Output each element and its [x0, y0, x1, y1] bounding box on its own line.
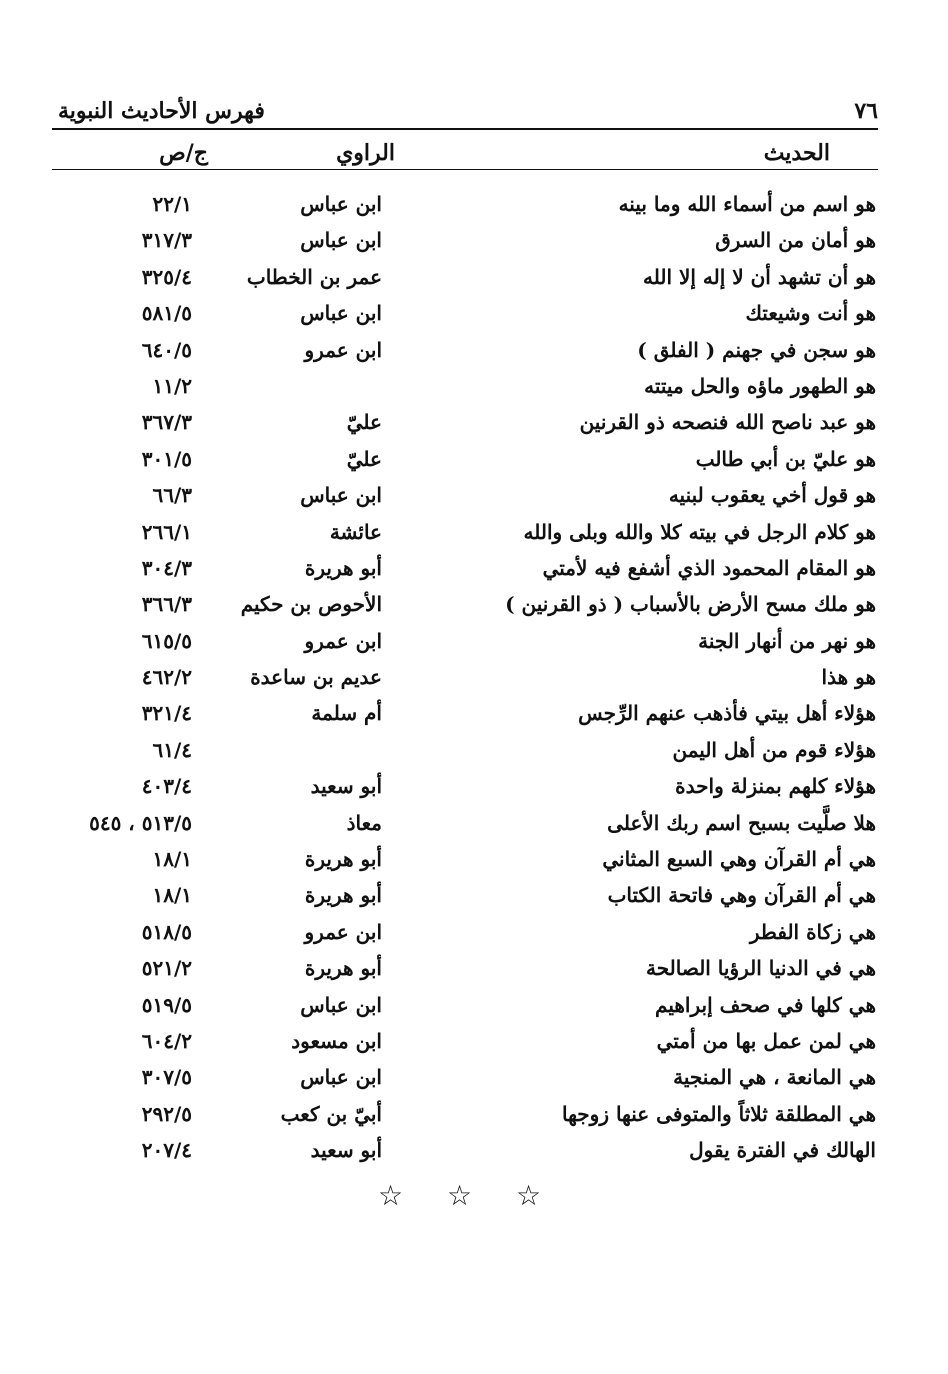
narrator-name: عليّ [346, 446, 382, 471]
table-row [0, 1061, 948, 1097]
hadith-text: هو عليّ بن أبي طالب [695, 446, 876, 471]
hadith-text: هلا صلَّيت بسبح اسم ربك الأعلى [607, 810, 876, 835]
hadith-text: هي المانعة ، هي المنجية [673, 1065, 876, 1090]
table-row [0, 770, 948, 806]
table-row [0, 224, 948, 260]
narrator-name: أم سلمة [311, 701, 382, 726]
volume-page-ref: ٦١/٤ [152, 737, 192, 762]
hadith-text: هي كلها في صحف إبراهيم [655, 992, 876, 1017]
narrator-name: ابن عباس [300, 992, 382, 1017]
narrator-name: ابن عباس [300, 301, 382, 326]
header-divider [52, 128, 878, 130]
narrator-name: عديم بن ساعدة [250, 665, 382, 690]
narrator-name: أبيّ بن كعب [280, 1101, 382, 1126]
volume-page-ref: ٦٤٠/٥ [141, 337, 192, 362]
star-icon: ☆ [516, 1179, 542, 1212]
column-header-rawi: الراوي [336, 140, 395, 166]
hadith-text: هؤلاء كلهم بمنزلة واحدة [675, 774, 876, 799]
table-row [0, 952, 948, 988]
volume-page-ref: ٢٦٦/١ [141, 519, 192, 544]
column-header-divider [52, 169, 878, 170]
volume-page-ref: ٢٠٧/٤ [141, 1138, 192, 1163]
hadith-text: هي أم القرآن وهي فاتحة الكتاب [607, 883, 876, 908]
narrator-name: ابن عباس [300, 192, 382, 216]
volume-page-ref: ٣٠٤/٣ [141, 555, 192, 580]
volume-page-ref: ٣٠٧/٥ [141, 1065, 192, 1090]
table-row [0, 916, 948, 952]
table-row [0, 807, 948, 843]
narrator-name: أبو سعيد [310, 774, 382, 799]
volume-page-ref: ٦٦/٣ [152, 483, 192, 508]
narrator-name: ابن عمرو [304, 628, 382, 653]
hadith-text: هي لمن عمل بها من أمتي [656, 1028, 876, 1053]
volume-page-ref: ٤٠٣/٤ [141, 774, 192, 799]
narrator-name: أبو هريرة [304, 883, 382, 908]
table-row [0, 297, 948, 333]
running-title: فهرس الأحاديث النبوية [58, 98, 265, 124]
volume-page-ref: ١٨/١ [152, 883, 192, 908]
star-icon: ☆ [378, 1179, 404, 1212]
volume-page-ref: ٣١٧/٣ [141, 228, 192, 253]
narrator-name: ابن عباس [300, 483, 382, 508]
table-row [0, 443, 948, 479]
narrator-name: عمر بن الخطاب [246, 264, 382, 289]
volume-page-ref: ١١/٢ [152, 373, 192, 398]
hadith-text: هو أمان من السرق [715, 228, 876, 253]
hadith-text: هي في الدنيا الرؤيا الصالحة [646, 956, 876, 981]
hadith-index-list [0, 188, 948, 1171]
star-icon: ☆ [447, 1179, 473, 1212]
volume-page-ref: ١٨/١ [152, 847, 192, 872]
table-row [0, 370, 948, 406]
hadith-text: هو سجن في جهنم ( الفلق ) [637, 337, 876, 362]
narrator-name: عائشة [329, 519, 382, 544]
table-row [0, 261, 948, 297]
table-row [0, 588, 948, 624]
hadith-text: هي زكاة الفطر [749, 919, 876, 944]
narrator-name: الأحوص بن حكيم [240, 592, 382, 617]
running-head [58, 98, 878, 128]
table-row [0, 479, 948, 515]
hadith-text: هؤلاء أهل بيتي فأذهب عنهم الرِّجس [578, 701, 876, 726]
hadith-text: هي المطلقة ثلاثاً والمتوفى عنها زوجها [561, 1101, 876, 1126]
volume-page-ref: ٦٠٤/٢ [141, 1028, 192, 1053]
hadith-text: هو أنت وشيعتك [745, 301, 876, 326]
volume-page-ref: ٣٠١/٥ [141, 446, 192, 471]
hadith-text: هو عبد ناصح الله فنصحه ذو القرنين [579, 410, 876, 435]
volume-page-ref: ٣٢١/٤ [141, 701, 192, 726]
table-row [0, 1025, 948, 1061]
hadith-text: هو الطهور ماؤه والحل ميتته [644, 373, 876, 398]
table-row [0, 516, 948, 552]
column-header-ref: ج/ص [159, 140, 208, 166]
table-row [0, 989, 948, 1025]
hadith-text: هي أم القرآن وهي السبع المثاني [602, 847, 876, 872]
narrator-name: ابن عمرو [304, 919, 382, 944]
narrator-name: ابن مسعود [291, 1028, 382, 1053]
hadith-text: هو أن تشهد أن لا إله إلا الله [643, 264, 876, 289]
hadith-text: هؤلاء قوم من أهل اليمن [672, 737, 876, 762]
volume-page-ref: ٥٢١/٢ [141, 956, 192, 981]
narrator-name: أبو هريرة [304, 956, 382, 981]
table-row [0, 661, 948, 697]
narrator-name: أبو هريرة [304, 555, 382, 580]
table-row [0, 697, 948, 733]
table-row [0, 625, 948, 661]
volume-page-ref: ٣٦٧/٣ [141, 410, 192, 435]
hadith-text: هو قول أخي يعقوب لبنيه [668, 483, 876, 508]
volume-page-ref: ٣٢٥/٤ [141, 264, 192, 289]
table-row [0, 1134, 948, 1170]
hadith-text: هو نهر من أنهار الجنة [698, 628, 876, 653]
table-row [0, 188, 948, 224]
narrator-name: معاذ [346, 810, 382, 835]
volume-page-ref: ٤٦٢/٢ [141, 665, 192, 690]
hadith-text: الهالك في الفترة يقول [689, 1138, 876, 1163]
hadith-text: هو المقام المحمود الذي أشفع فيه لأمتي [542, 555, 876, 580]
volume-page-ref: ٥١٣/٥ ، ٥٤٥ [89, 810, 192, 835]
section-end-ornament [0, 1178, 948, 1214]
hadith-text: هو كلام الرجل في بيته كلا والله وبلى والله [523, 519, 876, 544]
volume-page-ref: ٥٨١/٥ [141, 301, 192, 326]
table-row [0, 406, 948, 442]
volume-page-ref: ٥١٨/٥ [141, 919, 192, 944]
volume-page-ref: ٢٢/١ [152, 192, 192, 216]
table-row [0, 552, 948, 588]
narrator-name: ابن عباس [300, 228, 382, 253]
narrator-name: أبو هريرة [304, 847, 382, 872]
narrator-name: عليّ [346, 410, 382, 435]
hadith-text: هو ملك مسح الأرض بالأسباب ( ذو القرنين ) [505, 592, 876, 617]
narrator-name: ابن عمرو [304, 337, 382, 362]
table-row [0, 879, 948, 915]
volume-page-ref: ٥١٩/٥ [141, 992, 192, 1017]
hadith-text: هو هذا [821, 665, 876, 690]
hadith-text: هو اسم من أسماء الله وما بينه [618, 192, 876, 216]
narrator-name: ابن عباس [300, 1065, 382, 1090]
table-row [0, 734, 948, 770]
volume-page-ref: ٣٦٦/٣ [141, 592, 192, 617]
volume-page-ref: ٢٩٢/٥ [141, 1101, 192, 1126]
table-row [0, 843, 948, 879]
page-number: ٧٦ [854, 98, 878, 124]
table-row [0, 1098, 948, 1134]
column-header-hadith: الحديث [763, 140, 830, 166]
narrator-name: أبو سعيد [310, 1138, 382, 1163]
table-row [0, 334, 948, 370]
volume-page-ref: ٦١٥/٥ [141, 628, 192, 653]
